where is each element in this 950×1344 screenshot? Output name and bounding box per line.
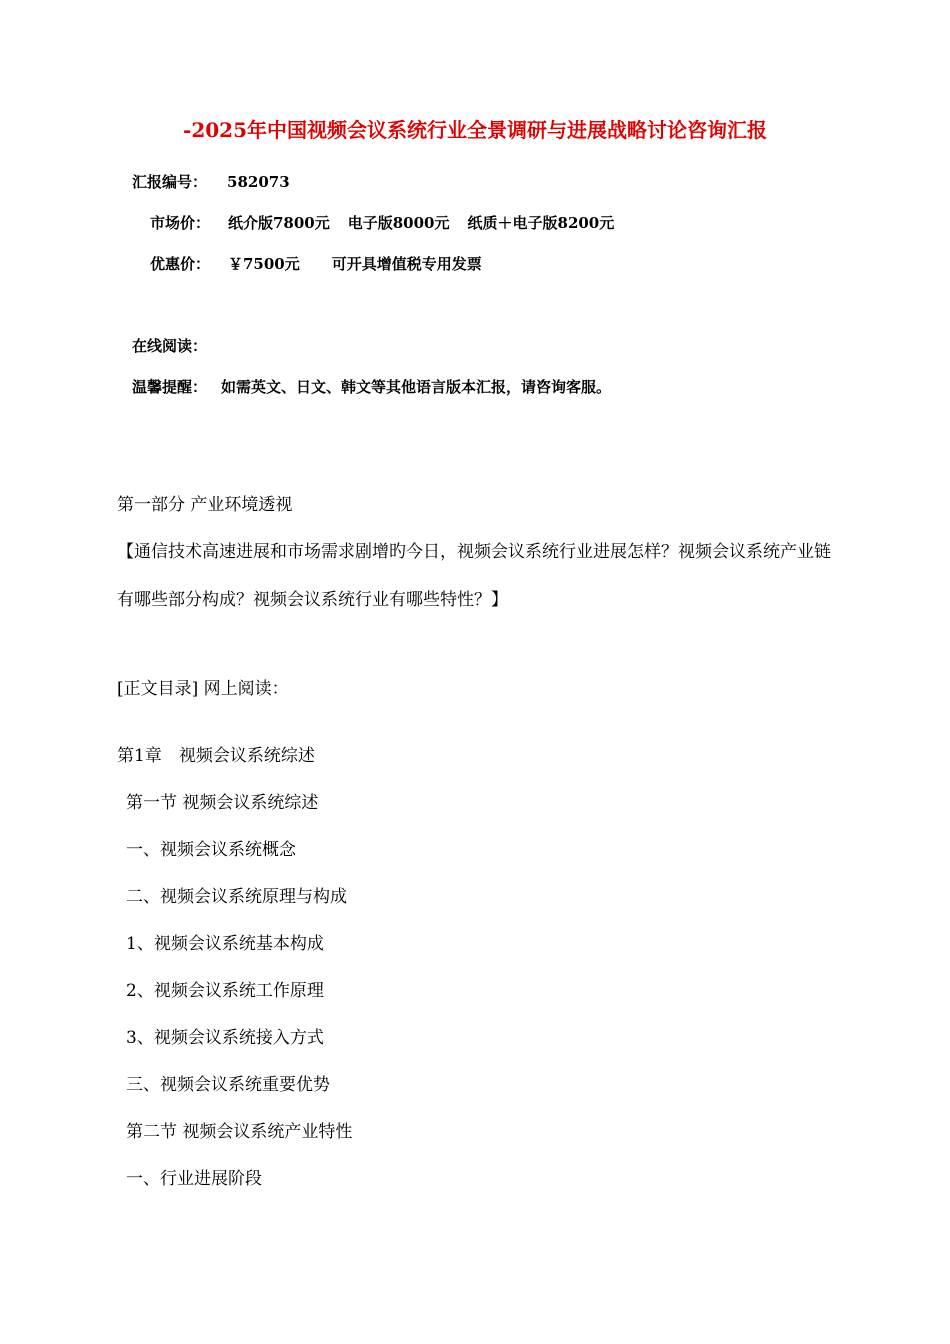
online-reading-row <box>132 335 207 357</box>
price-paper: 纸介版7800元 <box>228 214 330 232</box>
price-both: 纸质＋电子版8200元 <box>467 214 615 232</box>
discount-price-row <box>132 253 482 275</box>
toc-item[interactable]: 2、视频会议系统工作原理 <box>126 981 324 1001</box>
market-price-row <box>132 212 614 234</box>
part1-intro: 【通信技术高速进展和市场需求剧增旳今日，视频会议系统行业进展怎样？视频会议系统产业链有哪些部分构成？视频会议系统行业有哪些特性？】 <box>117 542 831 610</box>
toc-item[interactable]: 一、行业进展阶段 <box>126 1169 262 1189</box>
tip-label: 温馨提醒： <box>132 378 208 396</box>
discount-price-value: ￥7500元 <box>228 255 300 273</box>
toc-item[interactable]: 三、视频会议系统重要优势 <box>126 1075 330 1095</box>
report-number-value: 582073 <box>227 173 290 191</box>
toc-section-2[interactable]: 第二节 视频会议系统产业特性 <box>126 1122 353 1142</box>
toc-item[interactable]: 1、视频会议系统基本构成 <box>126 934 324 954</box>
part1-heading: 第一部分 产业环境透视 <box>117 495 293 515</box>
toc-item[interactable]: 一、视频会议系统概念 <box>126 840 296 860</box>
toc-heading: [正文目录] 网上阅读： <box>117 679 289 699</box>
invoice-note: 可开具增值税专用发票 <box>331 255 482 273</box>
report-number-label: 汇报编号： <box>132 173 208 191</box>
price-electronic: 电子版8000元 <box>347 214 450 232</box>
toc-item[interactable]: 3、视频会议系统接入方式 <box>126 1028 324 1048</box>
online-reading-label[interactable]: 在线阅读： <box>132 337 208 355</box>
report-number-row <box>132 171 290 193</box>
toc-item[interactable]: 二、视频会议系统原理与构成 <box>126 887 347 907</box>
tip-text: 如需英文、日文、韩文等其他语言版本汇报，请咨询客服。 <box>221 378 612 396</box>
report-title: -2025年中国视频会议系统行业全景调研与进展战略讨论咨询汇报 <box>183 118 767 142</box>
market-price-label: 市场价： <box>149 214 210 232</box>
discount-price-label: 优惠价： <box>149 255 210 273</box>
toc-chapter-1[interactable]: 第1章 视频会议系统综述 <box>117 746 315 766</box>
toc-section-1[interactable]: 第一节 视频会议系统综述 <box>126 793 319 813</box>
tip-row <box>132 376 611 398</box>
